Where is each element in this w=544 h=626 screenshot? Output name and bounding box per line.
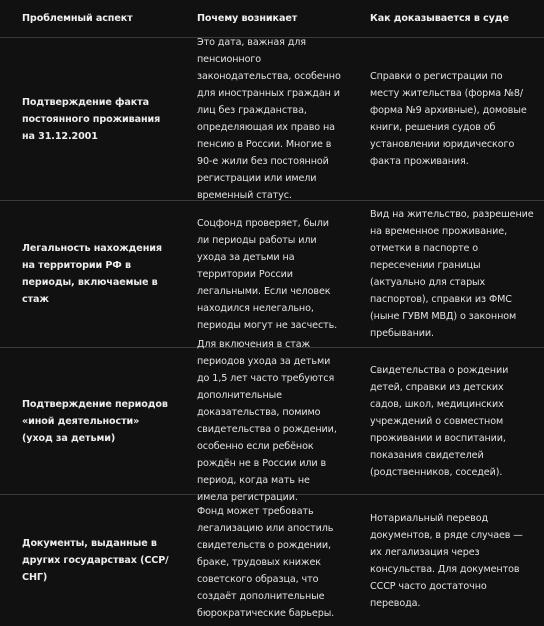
aspect-cell: Подтверждение факта постоянного проживания на 31.12.2001	[22, 96, 161, 142]
proof-cell: Нотариальный перевод документов, в ряде случаев — их легализация через консульства. Для документов СССР часто достаточно перевода.	[370, 512, 523, 609]
table-header-row	[0, 0, 544, 38]
aspect-cell: Легальность нахождения на территории РФ в периоды, включаемые в стаж	[22, 243, 162, 305]
why-cell: Для включения в стаж периодов ухода за детьми до 1,5 лет часто требуются дополнительные доказательства, помимо свидетельства о рождении, особенно если ребёнок рождён не в России или в период, когда мать не имела регистрации.	[197, 339, 337, 503]
table-row	[0, 495, 544, 626]
proof-cell: Справки о регистрации по месту жительства (форма №8/форма №9 архивные), домовые книги, решения судов об установлении юридического факта проживания.	[370, 71, 527, 167]
table-row	[0, 201, 544, 348]
aspect-cell: Подтверждение периодов «иной деятельности» (уход за детьми)	[22, 398, 168, 444]
header-proof: Как доказывается в суде	[370, 13, 509, 24]
why-cell: Это дата, важная для пенсионного законодательства, особенно для иностранных граждан и лиц без гражданства, определяющая их право на пенсию в России. Многие в 90-е жили без постоянной регистрации или имели временный статус.	[197, 37, 341, 201]
why-cell: Соцфонд проверяет, были ли периоды работы или ухода за детьми на территории России легальными. Если человек находился нелегально, периоды могут не засчесть.	[197, 217, 338, 331]
why-cell: Фонд может требовать легализацию или апостиль свидетельств о рождении, браке, трудовых книжек советского образца, что создаёт дополнительные бюрократические барьеры.	[197, 506, 335, 619]
proof-cell: Свидетельства о рождении детей, справки из детских садов, школ, медицинских учреждений о совместном проживании и воспитании, показания свидетелей (родственников, соседей).	[370, 364, 509, 478]
table-row	[0, 339, 544, 503]
proof-cell: Вид на жительство, разрешение на временное проживание, отметки в паспорте о пересечении границы (актуально для старых паспортов), справки из ФМС (ныне ГУВМ МВД) о законном пребывании.	[370, 209, 534, 339]
header-aspect: Проблемный аспект	[22, 13, 133, 24]
table-row	[0, 38, 544, 201]
header-why: Почему возникает	[197, 13, 298, 24]
aspect-cell: Документы, выданные в других государствах (ССР/СНГ)	[22, 538, 169, 583]
